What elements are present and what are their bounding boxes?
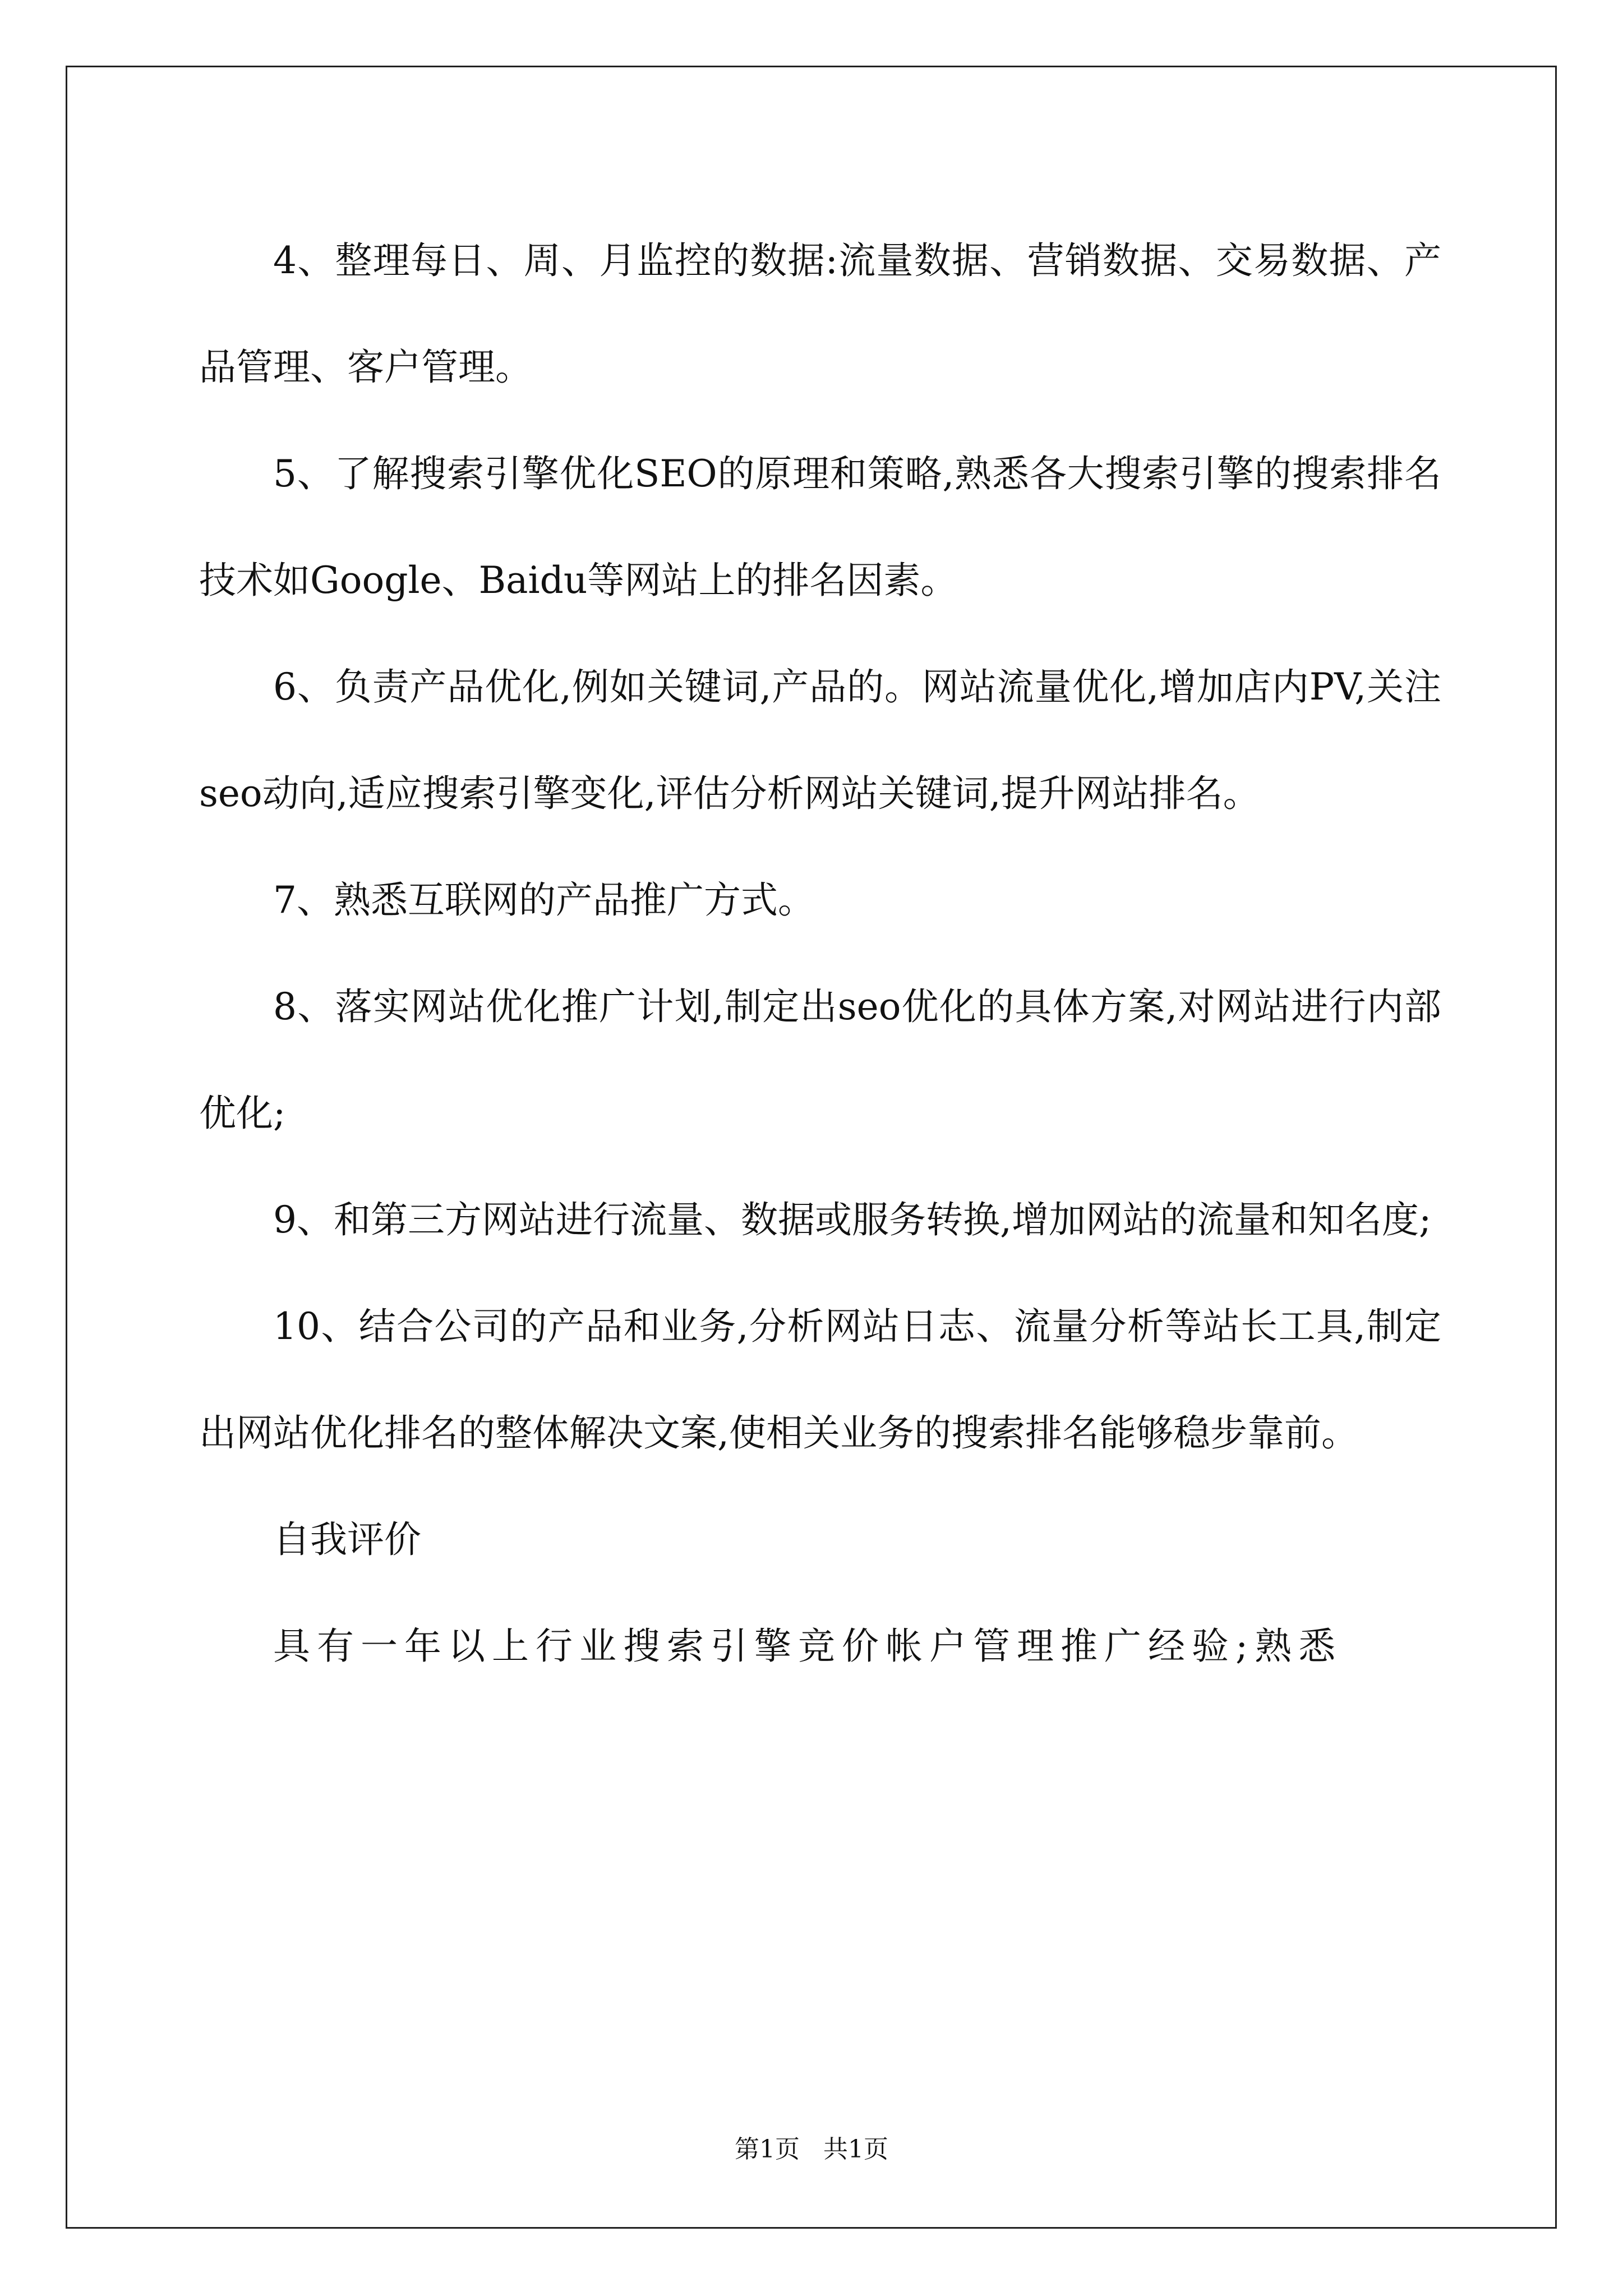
paragraph-item-6: 6、负责产品优化,例如关键词,产品的。网站流量优化,增加店内PV,关注seo动向,适应搜索引擎变化,评估分析网站关键词,提升网站排名。	[199, 665, 1441, 815]
paragraph-item-7: 7、熟悉互联网的产品推广方式。	[273, 878, 815, 922]
paragraph-item-4: 4、整理每日、周、月监控的数据:流量数据、营销数据、交易数据、产品管理、客户管理。	[199, 239, 1441, 389]
page-number-current: 第1页	[735, 2135, 800, 2164]
paragraph-item-9: 9、和第三方网站进行流量、数据或服务转换,增加网站的流量和知名度;	[273, 1198, 1432, 1241]
paragraph-item-8: 8、落实网站优化推广计划,制定出seo优化的具体方案,对网站进行内部优化;	[199, 985, 1441, 1135]
paragraph-item-5: 5、了解搜索引擎优化SEO的原理和策略,熟悉各大搜索引擎的搜索排名技术如Google、Baidu等网站上的排名因素。	[199, 452, 1441, 602]
document-body	[199, 208, 1441, 1700]
page-number-total: 共1页	[823, 2135, 888, 2164]
section-intro-text: 具有一年以上行业搜索引擎竞价帐户管理推广经验;熟悉	[273, 1625, 1343, 1668]
paragraph-item-10: 10、结合公司的产品和业务,分析网站日志、流量分析等站长工具,制定出网站优化排名的整体解决文案,使相关业务的搜索排名能够稳步靠前。	[199, 1305, 1441, 1455]
section-heading-self-evaluation: 自我评价	[273, 1518, 421, 1561]
page-footer	[0, 2129, 1623, 2165]
